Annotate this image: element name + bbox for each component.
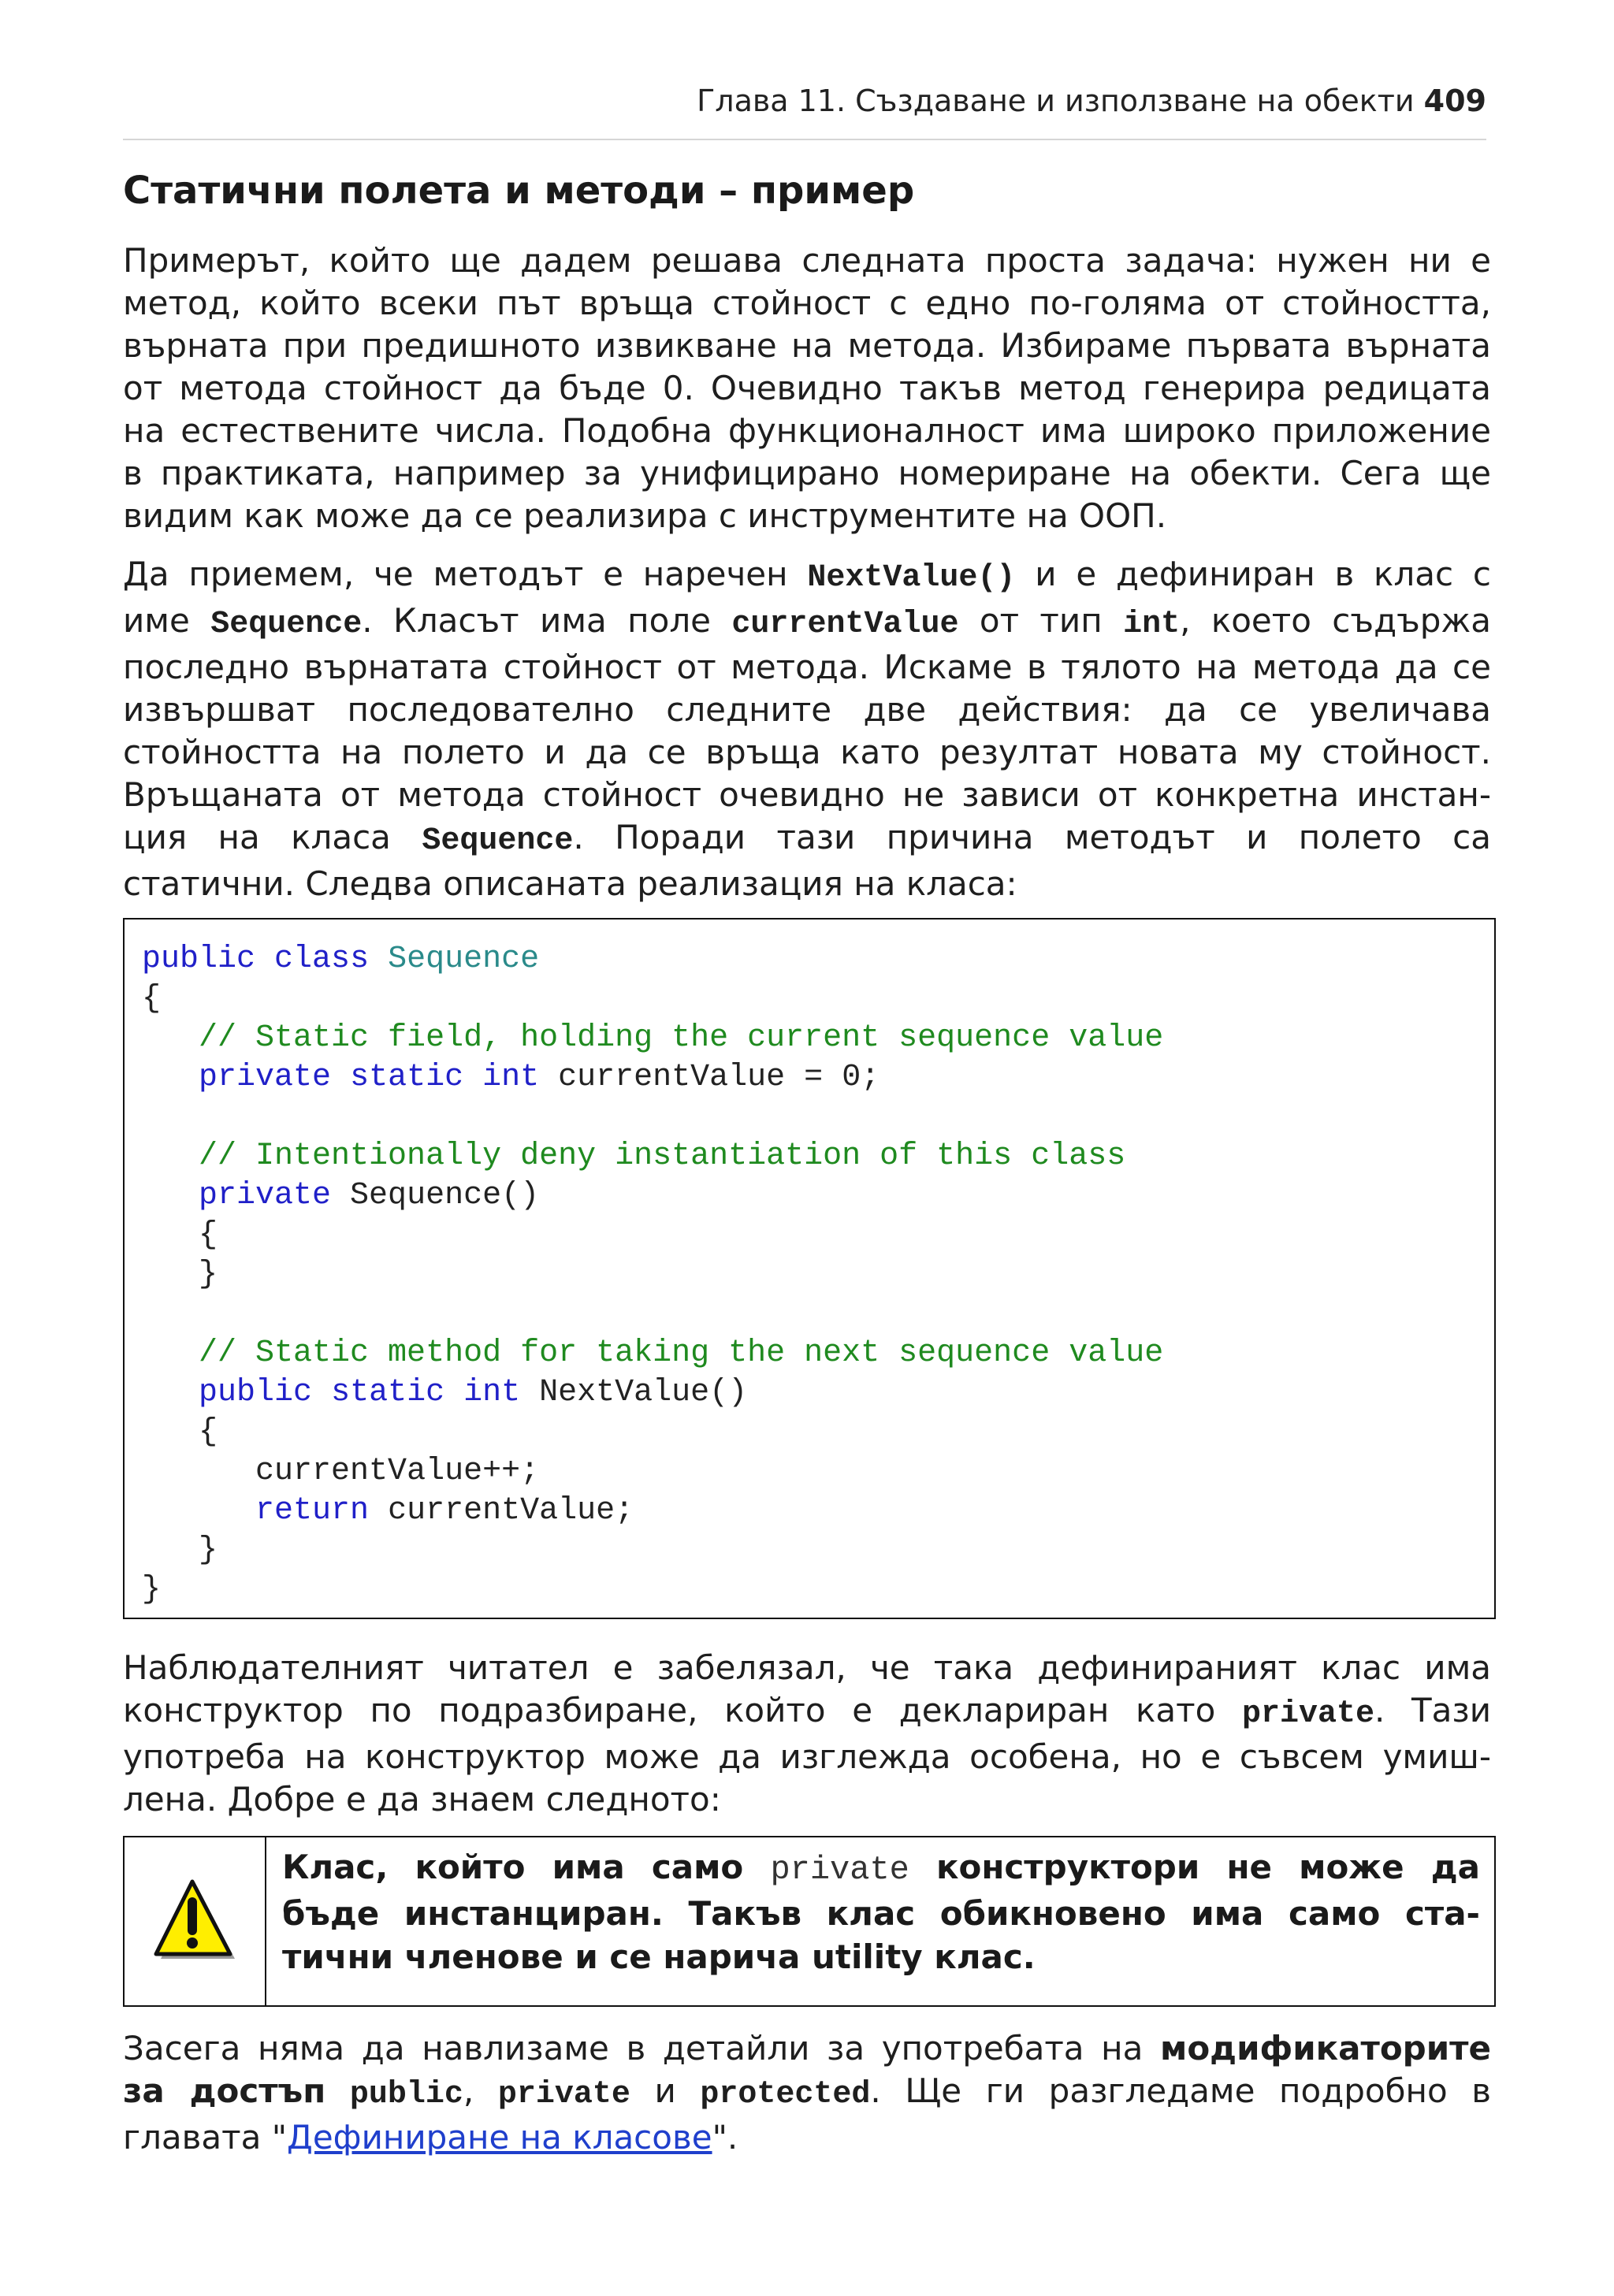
paragraph-line: метод, който всеки път връща стойност с едно по-голяма от стойността, [123, 284, 1491, 322]
inline-code: int [1123, 607, 1181, 642]
paragraph-line: за достъп public, private и protected. Ще ги разгледаме подробно в [123, 2071, 1492, 2112]
chapter-link[interactable]: Дефиниране на класове [287, 2118, 712, 2157]
warning-note [123, 1836, 1496, 2007]
code-line: } [142, 1572, 162, 1607]
paragraph-line: име Sequence. Класът има поле currentValue от тип int, което съдържа [123, 601, 1492, 642]
code-line: } [199, 1533, 218, 1568]
code-line: { [199, 1217, 218, 1253]
paragraph-line: от метода стойност да бъде 0. Очевидно такъв метод генерира редицата [123, 369, 1491, 407]
paragraph-method-description [123, 553, 1491, 905]
inline-code: private [497, 2077, 630, 2112]
page-number: 409 [1423, 84, 1486, 118]
paragraph-line: извършват последователно следните две действия: да се увеличава [123, 690, 1491, 729]
paragraph-line: употреба на конструктор може да изглежда особена, но е съвсем умиш- [123, 1737, 1491, 1776]
paragraph-line: върната при предишното извикване на метода. Избираме първата върната [123, 326, 1491, 365]
chapter-title: Глава 11. Създаване и използване на обекти [697, 84, 1415, 118]
paragraph-line: стойността на полето и да се връща като резултат новата му стойност. [123, 733, 1491, 771]
code-line: public class Sequence [142, 942, 540, 977]
code-line: // Intentionally deny instantiation of this class [199, 1139, 1126, 1174]
inline-code: Sequence [422, 823, 574, 859]
code-line: public static int NextValue() [199, 1375, 748, 1410]
paragraph-line: лена. Добре е да знаем следното: [123, 1780, 721, 1819]
code-line: private Sequence() [199, 1178, 540, 1213]
code-line: return currentValue; [255, 1493, 634, 1529]
section-title: Статични полета и методи – пример [123, 169, 915, 213]
paragraph-line: главата "Дефиниране на класове". [123, 2118, 738, 2157]
warning-icon [150, 1878, 238, 1967]
note-line: тични членове и се нарича utility клас. [282, 1937, 1036, 1976]
paragraph-intro [123, 240, 1491, 537]
code-line: { [142, 981, 162, 1016]
inline-code: NextValue() [807, 560, 1016, 596]
note-text [282, 1845, 1480, 1978]
inline-code: private [770, 1851, 909, 1889]
paragraph-line: последно върнатата стойност от метода. Искаме в тялото на метода да се [123, 648, 1491, 686]
bold-term: модификаторите [1160, 2029, 1491, 2068]
paragraph-line: Наблюдателният читател е забелязал, че така дефинираният клас има [123, 1648, 1491, 1687]
code-listing [123, 918, 1496, 1619]
paragraph-line: Да приемем, че методът е наречен NextValue() и е дефиниран в клас с [123, 555, 1492, 596]
code-line: // Static method for taking the next sequence value [199, 1336, 1164, 1371]
code-line: // Static field, holding the current sequence value [199, 1020, 1164, 1056]
paragraph-access-modifiers [123, 2027, 1491, 2159]
code-line: } [199, 1257, 218, 1292]
paragraph-line: ция на класа Sequence. Поради тази причина методът и полето са [123, 818, 1491, 859]
inline-code: Sequence [210, 607, 363, 642]
paragraph-line: Засега няма да навлизаме в детайли за употребата на модификаторите [123, 2029, 1491, 2068]
bold-term: за достъп [123, 2071, 326, 2110]
inline-code: private [1241, 1696, 1374, 1732]
paragraph-constructor-note [123, 1647, 1491, 1821]
inline-code: protected [700, 2077, 871, 2112]
paragraph-line: Връщаната от метода стойност очевидно не зависи от конкретна инстан- [123, 775, 1491, 814]
inline-code: currentValue [731, 607, 959, 642]
code-line: currentValue++; [255, 1454, 540, 1489]
paragraph-line: статични. Следва описаната реализация на класа: [123, 864, 1017, 903]
note-icon-cell [125, 1837, 266, 2005]
header-divider [123, 139, 1486, 140]
paragraph-line: конструктор по подразбиране, който е деклариран като private. Тази [123, 1691, 1491, 1732]
paragraph-line: Примерът, който ще дадем решава следната проста задача: нужен ни е [123, 241, 1491, 280]
paragraph-line: в практиката, например за унифицирано номериране на обекти. Сега ще [123, 454, 1491, 492]
running-header [123, 82, 1486, 120]
inline-code: public [349, 2077, 463, 2112]
code-line: private static int currentValue = 0; [199, 1060, 880, 1095]
note-line: Клас, който има само private конструктори не може да [282, 1848, 1480, 1889]
paragraph-line: видим как може да се реализира с инструментите на ООП. [123, 496, 1167, 535]
note-line: бъде инстанциран. Такъв клас обикновено има само ста- [282, 1894, 1480, 1933]
code-line: { [199, 1414, 218, 1450]
paragraph-line: на естествените числа. Подобна функционалност има широко приложение [123, 411, 1491, 450]
